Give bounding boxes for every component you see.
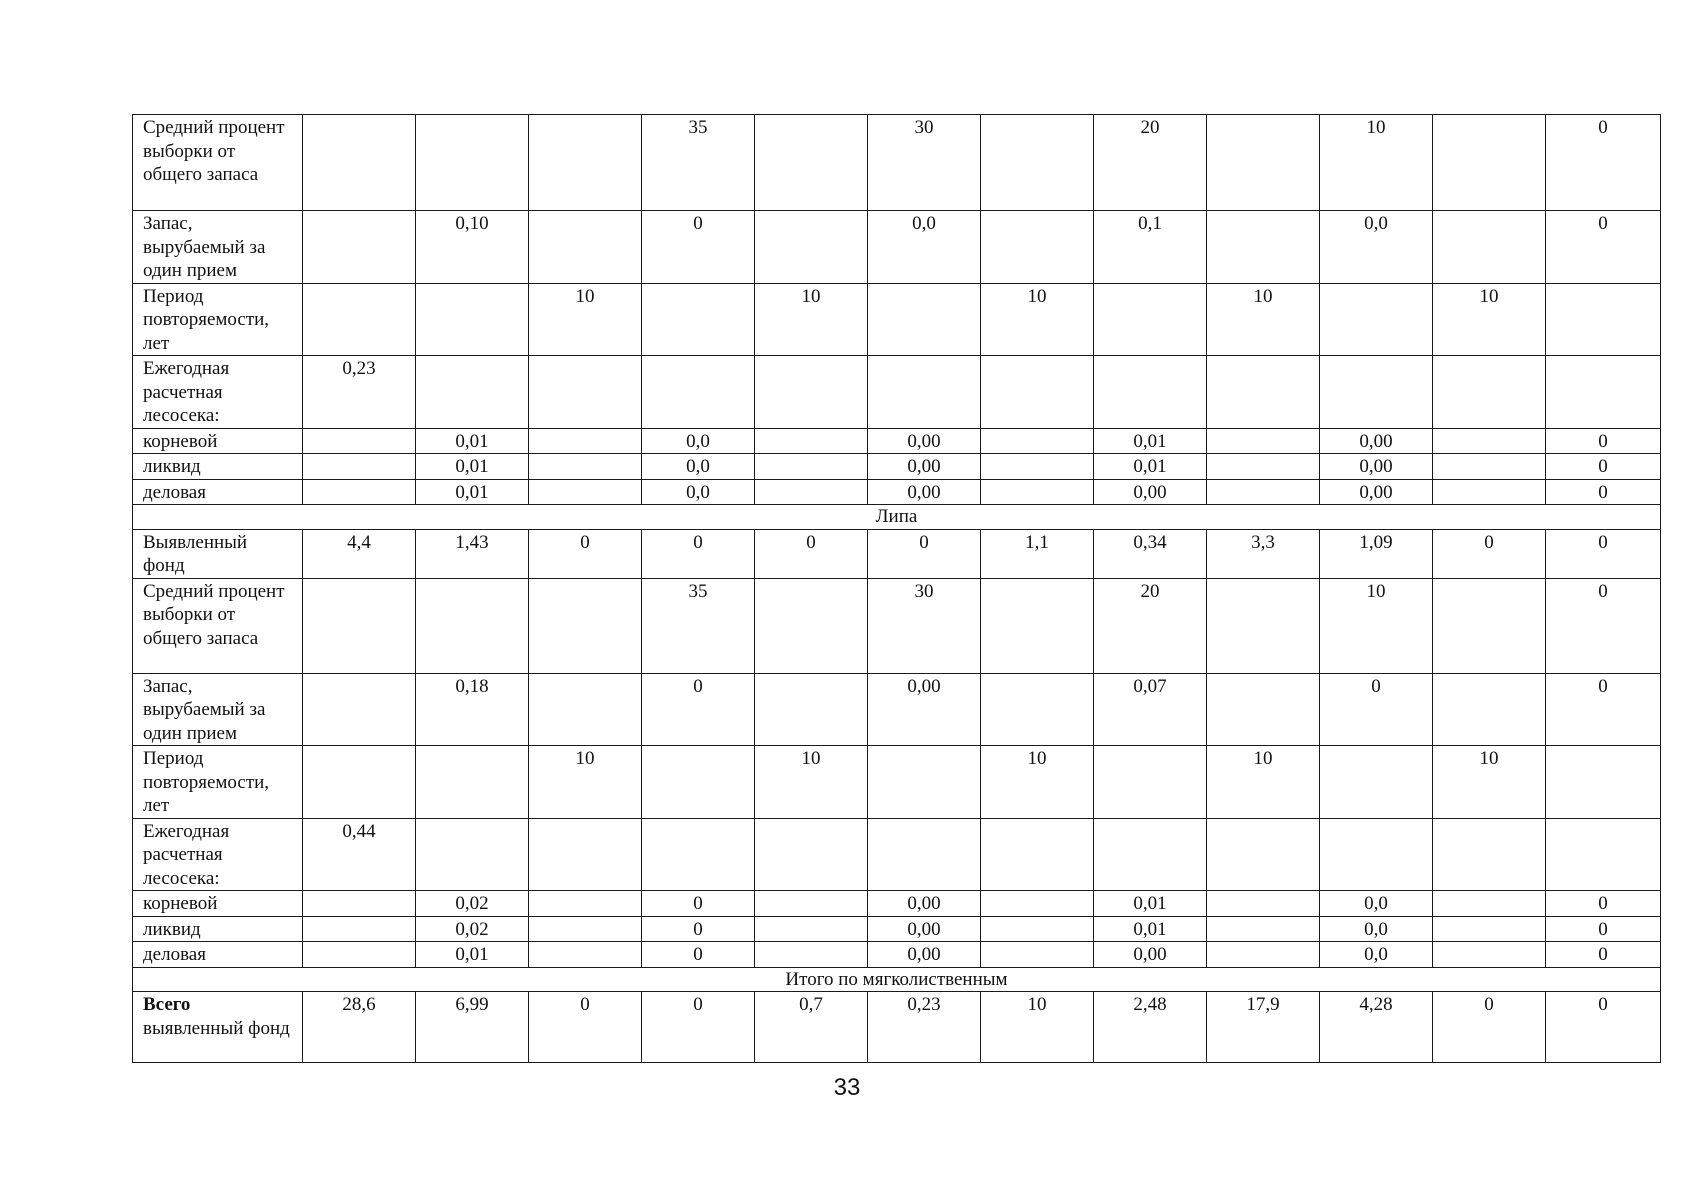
table-cell bbox=[755, 891, 868, 917]
table-cell: 0,00 bbox=[868, 428, 981, 454]
row-label: корневой bbox=[133, 428, 303, 454]
table-cell bbox=[1433, 211, 1546, 284]
table-cell: 0,01 bbox=[416, 428, 529, 454]
table-cell: 0,01 bbox=[1094, 916, 1207, 942]
table-cell bbox=[642, 818, 755, 891]
row-label: деловая bbox=[133, 479, 303, 505]
table-cell bbox=[1433, 115, 1546, 211]
table-cell bbox=[1433, 818, 1546, 891]
table-cell: 0,00 bbox=[1320, 454, 1433, 480]
table-cell: 0 bbox=[642, 916, 755, 942]
table-cell bbox=[1320, 356, 1433, 429]
table-row bbox=[133, 283, 1661, 356]
table-cell bbox=[303, 746, 416, 819]
table-cell bbox=[642, 283, 755, 356]
table-cell: 1,09 bbox=[1320, 529, 1433, 578]
table-cell bbox=[529, 356, 642, 429]
table-cell bbox=[529, 211, 642, 284]
table-cell: 0,00 bbox=[868, 891, 981, 917]
table-cell: 10 bbox=[1320, 578, 1433, 673]
table-cell bbox=[755, 916, 868, 942]
table-cell: 0,0 bbox=[1320, 211, 1433, 284]
table-cell: 0,00 bbox=[1320, 479, 1433, 505]
table-cell: 1,1 bbox=[981, 529, 1094, 578]
table-cell bbox=[1207, 211, 1320, 284]
table-cell: 0,02 bbox=[416, 916, 529, 942]
table-row bbox=[133, 916, 1661, 942]
page-number: 33 bbox=[833, 1074, 861, 1101]
table-cell bbox=[416, 115, 529, 211]
table-cell bbox=[1546, 818, 1661, 891]
table-cell bbox=[981, 891, 1094, 917]
table-cell: 10 bbox=[981, 992, 1094, 1063]
row-label: Выявленный фонд bbox=[133, 529, 303, 578]
table-cell bbox=[1094, 283, 1207, 356]
table-cell bbox=[303, 673, 416, 746]
row-label: Ежегодная расчетная лесосека: bbox=[133, 356, 303, 429]
table-cell: 0,18 bbox=[416, 673, 529, 746]
row-label: Ежегодная расчетная лесосека: bbox=[133, 818, 303, 891]
table-cell bbox=[1546, 283, 1661, 356]
row-label: Запас, вырубаемый за один прием bbox=[133, 673, 303, 746]
section-title: Липа bbox=[133, 505, 1661, 530]
table-cell bbox=[755, 356, 868, 429]
table-cell bbox=[1546, 356, 1661, 429]
table-cell: 0,23 bbox=[303, 356, 416, 429]
table-cell: 0,01 bbox=[416, 479, 529, 505]
table-cell: 0,0 bbox=[1320, 916, 1433, 942]
table-cell bbox=[1207, 479, 1320, 505]
table-cell bbox=[868, 283, 981, 356]
table-cell bbox=[868, 356, 981, 429]
table-cell: 0,0 bbox=[642, 454, 755, 480]
table-cell bbox=[1433, 891, 1546, 917]
table-cell: 0,0 bbox=[868, 211, 981, 284]
table-cell: 30 bbox=[868, 578, 981, 673]
table-cell bbox=[1207, 942, 1320, 968]
table-cell bbox=[303, 479, 416, 505]
table-cell: 10 bbox=[755, 283, 868, 356]
table-cell bbox=[1433, 454, 1546, 480]
table-cell: 0,00 bbox=[868, 942, 981, 968]
table-cell bbox=[981, 916, 1094, 942]
table-row bbox=[133, 529, 1661, 578]
row-label bbox=[133, 992, 303, 1063]
table-cell bbox=[981, 818, 1094, 891]
table-cell bbox=[981, 211, 1094, 284]
table-cell bbox=[1207, 818, 1320, 891]
row-label: Средний процент выборки от общего запаса bbox=[133, 115, 303, 211]
table-cell bbox=[1094, 746, 1207, 819]
table-cell: 0,00 bbox=[1094, 479, 1207, 505]
table-cell: 0,07 bbox=[1094, 673, 1207, 746]
table-cell bbox=[529, 479, 642, 505]
forest-inventory-table bbox=[132, 114, 1661, 1063]
table-cell: 0 bbox=[1546, 529, 1661, 578]
table-cell bbox=[303, 454, 416, 480]
table-cell bbox=[529, 916, 642, 942]
table-cell bbox=[1433, 942, 1546, 968]
table-cell: 0,00 bbox=[1320, 428, 1433, 454]
table-row bbox=[133, 992, 1661, 1063]
table-cell bbox=[981, 479, 1094, 505]
table-cell: 0,44 bbox=[303, 818, 416, 891]
table-cell: 10 bbox=[1433, 746, 1546, 819]
table-cell bbox=[303, 891, 416, 917]
table-cell: 6,99 bbox=[416, 992, 529, 1063]
table-cell bbox=[303, 428, 416, 454]
row-label-bold: Всего bbox=[143, 994, 191, 1015]
table-row bbox=[133, 746, 1661, 819]
table-row bbox=[133, 891, 1661, 917]
table-cell bbox=[303, 916, 416, 942]
table-cell bbox=[529, 942, 642, 968]
table-cell bbox=[1207, 115, 1320, 211]
table-row bbox=[133, 578, 1661, 673]
table-cell bbox=[303, 942, 416, 968]
table-row bbox=[133, 211, 1661, 284]
table-cell bbox=[1433, 428, 1546, 454]
table-cell bbox=[1207, 673, 1320, 746]
table-cell: 0 bbox=[1546, 891, 1661, 917]
table-cell: 0 bbox=[1546, 942, 1661, 968]
table-cell: 20 bbox=[1094, 115, 1207, 211]
table-cell bbox=[642, 356, 755, 429]
table-cell: 0,00 bbox=[1094, 942, 1207, 968]
table-cell: 0,10 bbox=[416, 211, 529, 284]
table-cell bbox=[1207, 578, 1320, 673]
table-cell bbox=[755, 578, 868, 673]
table-cell: 0 bbox=[529, 992, 642, 1063]
table-cell: 30 bbox=[868, 115, 981, 211]
table-cell: 0 bbox=[1546, 428, 1661, 454]
table-cell: 2,48 bbox=[1094, 992, 1207, 1063]
row-label: деловая bbox=[133, 942, 303, 968]
table-cell: 0 bbox=[1546, 673, 1661, 746]
table-cell: 10 bbox=[529, 746, 642, 819]
table-cell: 10 bbox=[1320, 115, 1433, 211]
table-cell bbox=[416, 283, 529, 356]
table-cell bbox=[303, 283, 416, 356]
table-cell: 3,3 bbox=[1207, 529, 1320, 578]
table-cell: 4,28 bbox=[1320, 992, 1433, 1063]
table-cell bbox=[1433, 479, 1546, 505]
table-cell bbox=[755, 942, 868, 968]
table-cell: 0,23 bbox=[868, 992, 981, 1063]
table-cell bbox=[529, 115, 642, 211]
table-cell bbox=[1094, 356, 1207, 429]
table-cell bbox=[416, 746, 529, 819]
table-cell: 0,01 bbox=[416, 454, 529, 480]
table-cell: 0,00 bbox=[868, 479, 981, 505]
table-cell bbox=[416, 578, 529, 673]
table-cell bbox=[1207, 454, 1320, 480]
table-cell: 0,02 bbox=[416, 891, 529, 917]
table-cell bbox=[529, 673, 642, 746]
row-label: корневой bbox=[133, 891, 303, 917]
table-cell bbox=[1207, 356, 1320, 429]
table-cell bbox=[1320, 818, 1433, 891]
table-cell: 0 bbox=[642, 211, 755, 284]
table-cell: 0 bbox=[642, 891, 755, 917]
section-title: Итого по мягколиственным bbox=[133, 967, 1661, 992]
table-cell bbox=[981, 673, 1094, 746]
table-cell bbox=[981, 356, 1094, 429]
row-label: ликвид bbox=[133, 454, 303, 480]
table-cell: 10 bbox=[1207, 283, 1320, 356]
table-cell: 0,01 bbox=[416, 942, 529, 968]
table-cell: 0 bbox=[1546, 916, 1661, 942]
table-cell: 10 bbox=[1207, 746, 1320, 819]
table-cell: 28,6 bbox=[303, 992, 416, 1063]
table-cell bbox=[755, 211, 868, 284]
table-cell bbox=[755, 818, 868, 891]
table-cell: 0,01 bbox=[1094, 428, 1207, 454]
table-cell bbox=[755, 454, 868, 480]
row-label: Период повторяемости, лет bbox=[133, 283, 303, 356]
table-cell bbox=[1320, 283, 1433, 356]
table-cell: 0,00 bbox=[868, 916, 981, 942]
table-cell: 10 bbox=[981, 283, 1094, 356]
table-cell: 0 bbox=[1433, 529, 1546, 578]
table-cell: 0 bbox=[642, 529, 755, 578]
row-label: ликвид bbox=[133, 916, 303, 942]
table-cell bbox=[868, 818, 981, 891]
table-cell bbox=[981, 942, 1094, 968]
table-cell: 0 bbox=[1433, 992, 1546, 1063]
table-cell bbox=[1207, 891, 1320, 917]
table-cell: 0 bbox=[1546, 479, 1661, 505]
table-cell bbox=[529, 818, 642, 891]
table-cell bbox=[755, 428, 868, 454]
table-row bbox=[133, 942, 1661, 968]
table-cell: 35 bbox=[642, 578, 755, 673]
table-cell bbox=[1433, 916, 1546, 942]
section-header-row bbox=[133, 967, 1661, 992]
table-cell bbox=[416, 818, 529, 891]
table-cell bbox=[529, 891, 642, 917]
table-cell: 4,4 bbox=[303, 529, 416, 578]
table-cell: 0,00 bbox=[868, 454, 981, 480]
table-cell: 0,1 bbox=[1094, 211, 1207, 284]
table-cell bbox=[755, 673, 868, 746]
table-cell: 0,0 bbox=[1320, 891, 1433, 917]
row-label: Период повторяемости, лет bbox=[133, 746, 303, 819]
table-cell: 0 bbox=[642, 992, 755, 1063]
table-cell bbox=[416, 356, 529, 429]
table-cell: 0 bbox=[529, 529, 642, 578]
table-cell bbox=[1433, 578, 1546, 673]
table-cell: 10 bbox=[755, 746, 868, 819]
table-cell: 10 bbox=[1433, 283, 1546, 356]
table-cell bbox=[303, 211, 416, 284]
table-cell: 10 bbox=[981, 746, 1094, 819]
table-cell bbox=[1433, 356, 1546, 429]
table-cell: 1,43 bbox=[416, 529, 529, 578]
table-cell: 35 bbox=[642, 115, 755, 211]
table-cell: 0 bbox=[1546, 454, 1661, 480]
table-cell bbox=[981, 115, 1094, 211]
table-row bbox=[133, 818, 1661, 891]
table-cell: 0,0 bbox=[642, 428, 755, 454]
table-cell bbox=[529, 578, 642, 673]
table-cell bbox=[1433, 673, 1546, 746]
table-cell: 0,0 bbox=[1320, 942, 1433, 968]
table-cell bbox=[981, 428, 1094, 454]
row-label: Средний процент выборки от общего запаса bbox=[133, 578, 303, 673]
table-row bbox=[133, 479, 1661, 505]
table-cell: 0 bbox=[1546, 578, 1661, 673]
table-cell: 0,7 bbox=[755, 992, 868, 1063]
table-row bbox=[133, 428, 1661, 454]
table-cell bbox=[529, 428, 642, 454]
table-cell bbox=[755, 479, 868, 505]
table-cell bbox=[981, 578, 1094, 673]
table-cell: 0,0 bbox=[642, 479, 755, 505]
table-row bbox=[133, 673, 1661, 746]
table-cell bbox=[1546, 746, 1661, 819]
table-cell: 0,34 bbox=[1094, 529, 1207, 578]
table-cell bbox=[529, 454, 642, 480]
table-row bbox=[133, 115, 1661, 211]
row-label: Запас, вырубаемый за один прием bbox=[133, 211, 303, 284]
table-cell bbox=[868, 746, 981, 819]
row-label-rest: выявленный фонд bbox=[143, 1017, 290, 1039]
table-cell bbox=[755, 115, 868, 211]
table-cell bbox=[1207, 428, 1320, 454]
table-cell: 0 bbox=[868, 529, 981, 578]
table-cell: 0 bbox=[1546, 211, 1661, 284]
table-cell: 0 bbox=[642, 942, 755, 968]
table-cell bbox=[642, 746, 755, 819]
table-cell: 0 bbox=[1546, 115, 1661, 211]
table-cell bbox=[1320, 746, 1433, 819]
table-cell: 0 bbox=[1546, 992, 1661, 1063]
table-cell: 0 bbox=[642, 673, 755, 746]
table-cell: 0,01 bbox=[1094, 454, 1207, 480]
table-cell bbox=[981, 454, 1094, 480]
table-cell: 17,9 bbox=[1207, 992, 1320, 1063]
table-cell bbox=[303, 578, 416, 673]
table-cell bbox=[1094, 818, 1207, 891]
section-header-row bbox=[133, 505, 1661, 530]
table-cell: 10 bbox=[529, 283, 642, 356]
table-cell: 0 bbox=[1320, 673, 1433, 746]
table-row bbox=[133, 454, 1661, 480]
table-cell bbox=[1207, 916, 1320, 942]
table-cell: 0 bbox=[755, 529, 868, 578]
table-cell: 0,01 bbox=[1094, 891, 1207, 917]
table-cell: 0,00 bbox=[868, 673, 981, 746]
table-cell: 20 bbox=[1094, 578, 1207, 673]
table-row bbox=[133, 356, 1661, 429]
table-cell bbox=[303, 115, 416, 211]
